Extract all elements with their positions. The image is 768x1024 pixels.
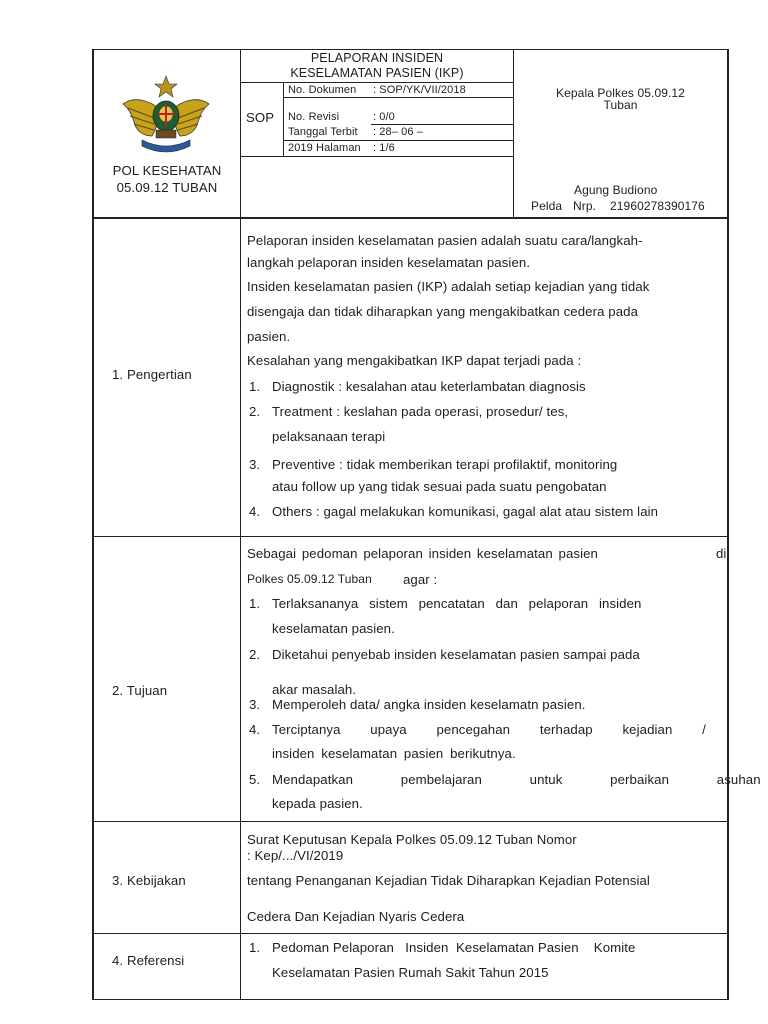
tujuan-item-5-num: 5.	[249, 772, 261, 787]
kebijakan-line4: Cedera Dan Kejadian Nyaris Cedera	[247, 909, 465, 924]
referensi-item-1-num: 1.	[249, 940, 261, 955]
tujuan-item-1-num: 1.	[249, 596, 261, 611]
pengertian-item-3-num: 3.	[249, 457, 261, 472]
pengertian-item-2-line1: Treatment : keslahan pada operasi, prosedur/ tes,	[272, 404, 569, 419]
title-line-2: KESELAMATAN PASIEN (IKP)	[290, 66, 464, 80]
doc-no-value: : SOP/YK/VII/2018	[373, 84, 466, 96]
org-name-line-1: POL KESEHATAN	[112, 163, 222, 178]
referensi-item-1-line2: Keselamatan Pasien Rumah Sakit Tahun 2015	[272, 965, 549, 980]
pengertian-item-1-num: 1.	[249, 379, 261, 394]
revision-value: : 0/0	[373, 111, 395, 123]
tujuan-intro-org: Polkes 05.09.12 Tuban	[247, 572, 372, 586]
tujuan-intro-line1: Sebagai pedoman pelaporan insiden keselamatan pasien	[247, 546, 598, 561]
pengertian-item-2-num: 2.	[249, 404, 261, 419]
tujuan-item-1-line1: Terlaksananya sistem pencatatan dan pelaporan insiden	[272, 596, 642, 611]
signer-nrp-label: Nrp.	[573, 199, 597, 213]
tujuan-intro-agar: agar :	[403, 572, 438, 587]
pengertian-p2-line3: pasien.	[247, 329, 291, 344]
title-line-1: PELAPORAN INSIDEN	[310, 51, 444, 65]
kebijakan-line3: tentang Penanganan Kejadian Tidak Diharapkan Kejadian Potensial	[247, 873, 650, 888]
pengertian-p1-line2: langkah pelaporan insiden keselamatan pasien.	[247, 255, 531, 270]
pengertian-item-4-num: 4.	[249, 504, 261, 519]
issue-date-label: Tanggal Terbit	[288, 126, 358, 138]
section-label-tujuan: 2. Tujuan	[112, 683, 168, 698]
signer-name: Agung Budiono	[574, 183, 658, 197]
doc-no-label: No. Dokumen	[288, 84, 357, 96]
section-label-pengertian: 1. Pengertian	[112, 367, 192, 382]
tujuan-item-3: Memperoleh data/ angka insiden keselamatn pasien.	[272, 697, 586, 712]
tujuan-item-3-num: 3.	[249, 697, 261, 712]
organization-emblem	[120, 74, 212, 158]
sop-label: SOP	[246, 110, 275, 125]
tujuan-item-4-line1: Terciptanya upaya pencegahan terhadap kejadian /	[272, 722, 706, 737]
org-name-line-2: 05.09.12 TUBAN	[116, 180, 218, 195]
pengertian-item-1: Diagnostik : kesalahan atau keterlambatan diagnosis	[272, 379, 586, 394]
tujuan-intro-line1-end: di	[716, 546, 727, 561]
tujuan-item-4-line2: insiden keselamatan pasien berikutnya.	[272, 746, 516, 761]
section-label-kebijakan: 3. Kebijakan	[112, 873, 186, 888]
pengertian-item-2-line2: pelaksanaan terapi	[272, 429, 386, 444]
tujuan-item-2-line2: akar masalah.	[272, 682, 357, 697]
signer-rank: Pelda	[531, 199, 563, 213]
pengertian-item-3-line2: atau follow up yang tidak sesuai pada suatu pengobatan	[272, 479, 607, 494]
pengertian-p3: Kesalahan yang mengakibatkan IKP dapat terjadi pada :	[247, 353, 582, 368]
page-value: : 1/6	[373, 142, 395, 154]
pengertian-p2-line2: disengaja dan tidak diharapkan yang mengakibatkan cedera pada	[247, 304, 639, 319]
section-label-referensi: 4. Referensi	[112, 953, 185, 968]
tujuan-item-5-line1: Mendapatkan pembelajaran untuk perbaikan asuhan	[272, 772, 761, 787]
kebijakan-line1: Surat Keputusan Kepala Polkes 05.09.12 Tuban Nomor	[247, 832, 577, 847]
pengertian-p2-line1: Insiden keselamatan pasien (IKP) adalah setiap kejadian yang tidak	[247, 279, 650, 294]
approver-line-2: Tuban	[603, 98, 638, 112]
page-label: 2019 Halaman	[288, 142, 361, 154]
tujuan-item-1-line2: keselamatan pasien.	[272, 621, 395, 636]
kebijakan-line2: : Kep/.../VI/2019	[247, 848, 344, 863]
tujuan-item-5-line2: kepada pasien.	[272, 796, 363, 811]
revision-label: No. Revisi	[288, 111, 340, 123]
referensi-item-1-line1: Pedoman Pelaporan Insiden Keselamatan Pasien Komite	[272, 940, 636, 955]
tujuan-item-2-line1: Diketahui penyebab insiden keselamatan pasien sampai pada	[272, 647, 640, 662]
signer-nrp: 21960278390176	[610, 199, 705, 213]
pengertian-item-3-line1: Preventive : tidak memberikan terapi profilaktif, monitoring	[272, 457, 618, 472]
tujuan-item-2-num: 2.	[249, 647, 261, 662]
approver-line-1: Kepala Polkes 05.09.12	[556, 86, 685, 100]
issue-date-value: : 28– 06 –	[373, 126, 423, 138]
pengertian-item-4: Others : gagal melakukan komunikasi, gagal alat atau sistem lain	[272, 504, 659, 519]
pengertian-p1-line1: Pelaporan insiden keselamatan pasien adalah suatu cara/langkah-	[247, 233, 643, 248]
tujuan-item-4-num: 4.	[249, 722, 261, 737]
